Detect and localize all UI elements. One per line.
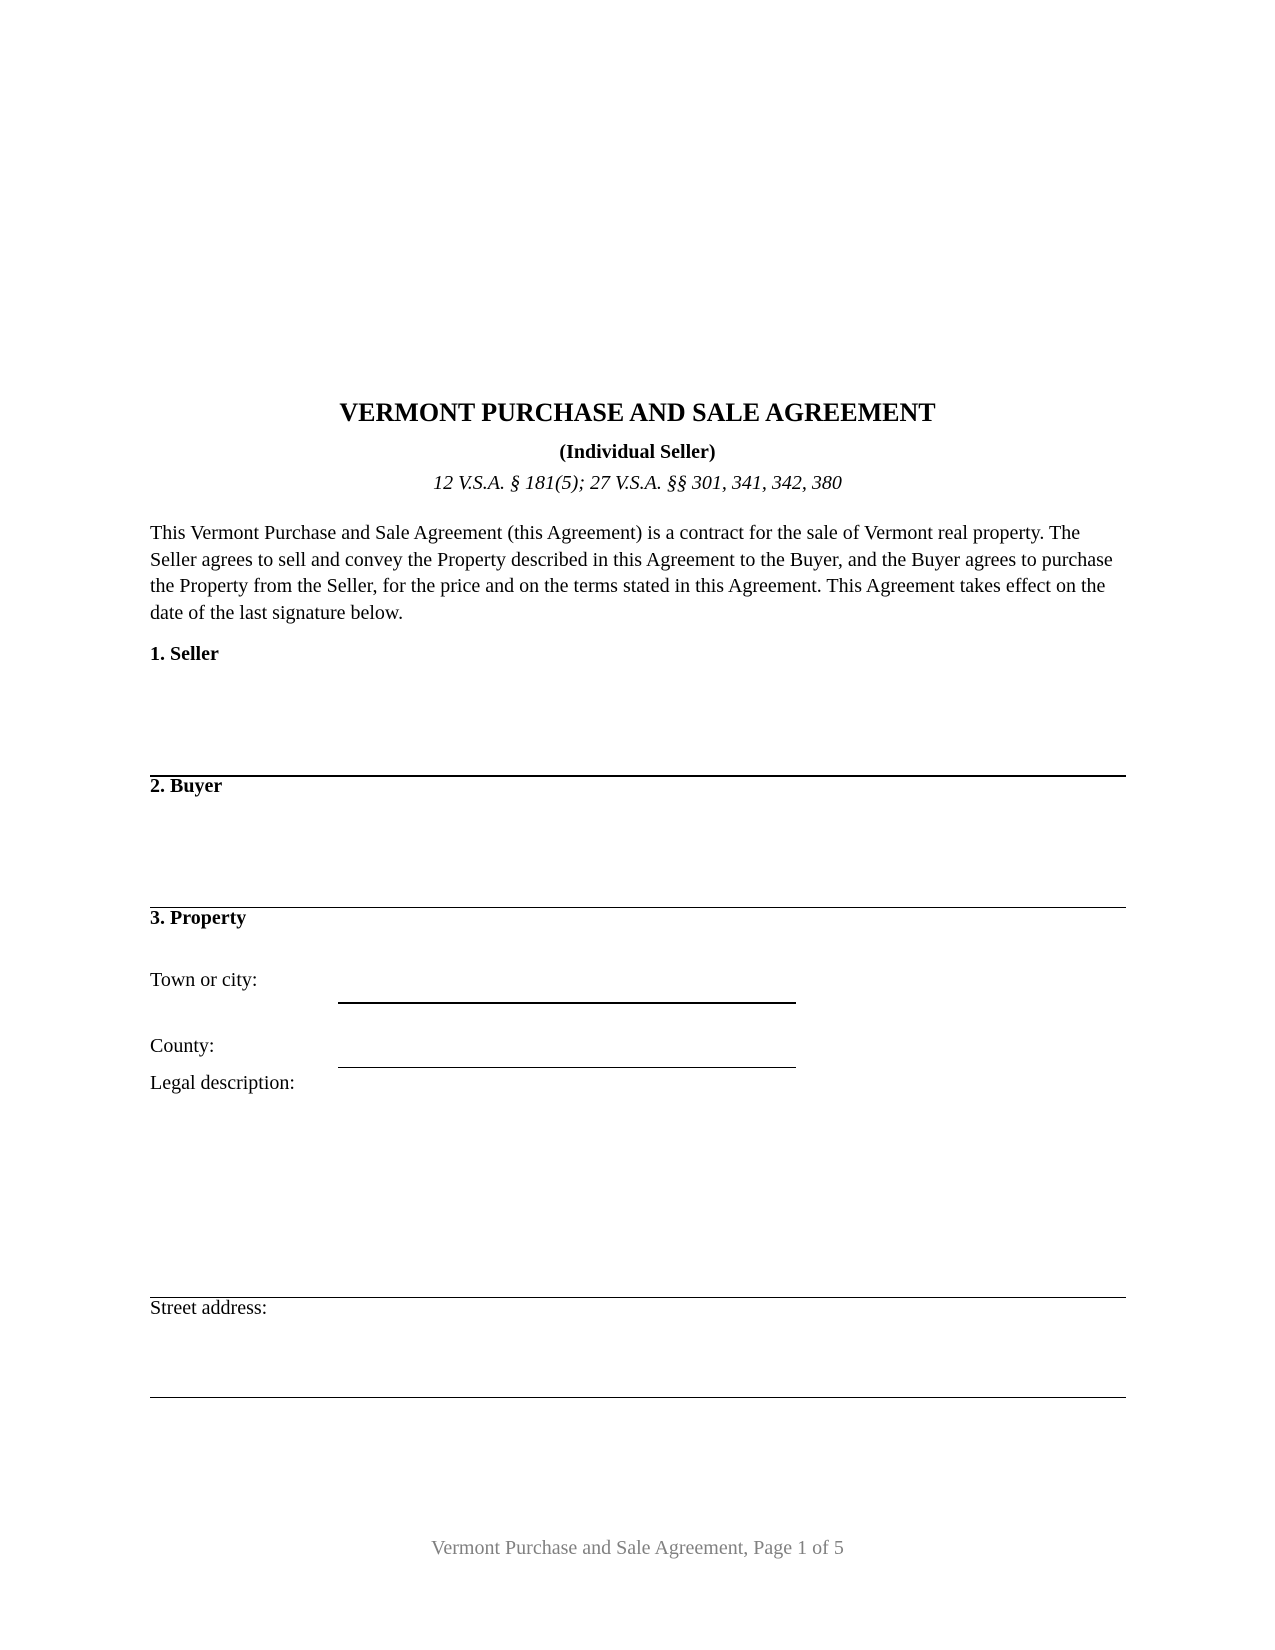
legal-description-field[interactable] — [150, 1297, 1126, 1298]
buyer-entry-line[interactable] — [150, 907, 1126, 908]
legal-description-label: Legal description: — [150, 1072, 295, 1094]
section-heading-buyer: 2. Buyer — [150, 775, 223, 797]
county-field[interactable] — [338, 1067, 796, 1068]
page-footer: Vermont Purchase and Sale Agreement, Page 1 of 5 — [431, 1537, 844, 1559]
town-label: Town or city: — [150, 969, 258, 991]
seller-entry-line[interactable] — [150, 775, 1126, 777]
document-subtitle: (Individual Seller) — [559, 441, 716, 463]
section-heading-seller: 1. Seller — [150, 643, 219, 665]
document-title: VERMONT PURCHASE AND SALE AGREEMENT — [339, 398, 936, 427]
section-heading-property: 3. Property — [150, 907, 247, 929]
statute-citation: 12 V.S.A. § 181(5); 27 V.S.A. §§ 301, 341, 342, 380 — [433, 472, 842, 494]
intro-paragraph: This Vermont Purchase and Sale Agreement (this Agreement) is a contract for the sale of Vermont real property. The Seller agrees to sell and convey the Property described in this Agreement to the Buyer, and the Buyer agrees to purchase the Property from the Seller, for the price and on the terms stated in this Agreement. This Agreement takes effect on the date of the last signature below. — [150, 522, 1113, 624]
county-label: County: — [150, 1035, 215, 1057]
town-field[interactable] — [338, 1002, 796, 1004]
street-address-field[interactable] — [150, 1397, 1126, 1398]
street-address-label: Street address: — [150, 1297, 268, 1319]
